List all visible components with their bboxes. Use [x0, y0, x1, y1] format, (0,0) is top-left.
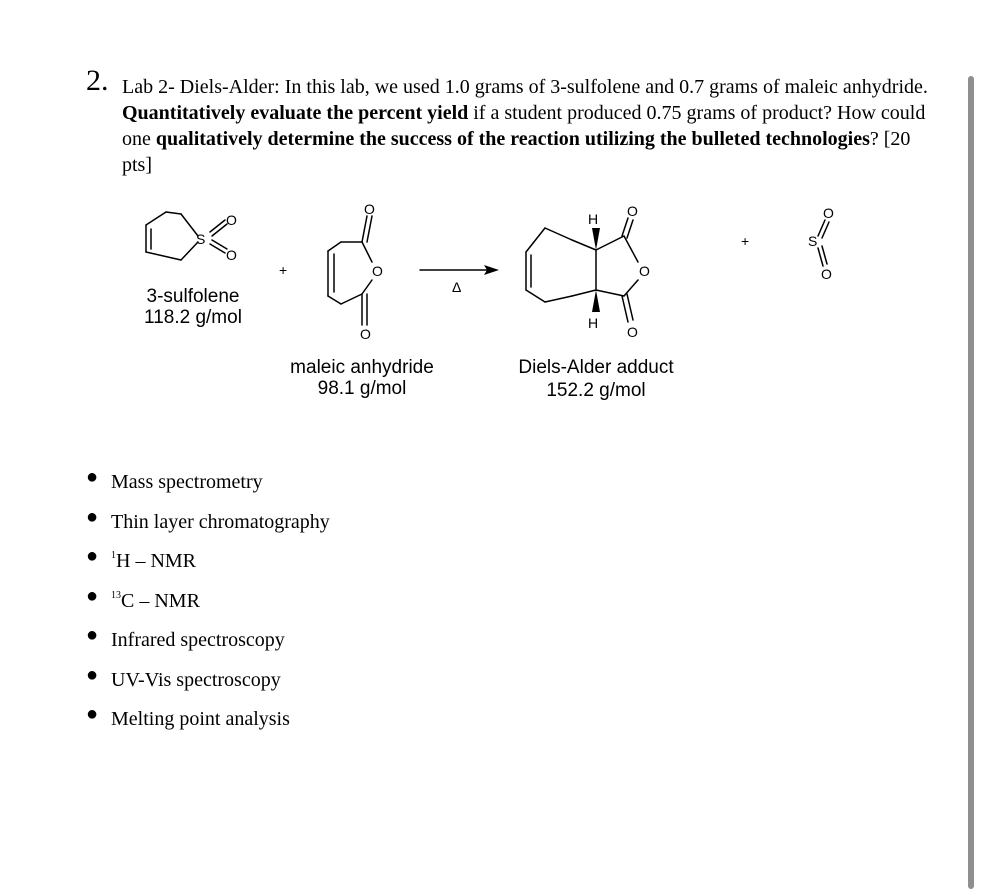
adduct-mw: 152.2 g/mol: [546, 380, 646, 401]
bullet-icon: ●: [86, 703, 99, 725]
list-item: [86, 618, 330, 658]
question-segment-2: Quantitatively evaluate the percent yield: [122, 102, 469, 124]
technique-label: Infrared spectroscopy: [111, 629, 285, 651]
adduct-name: Diels-Alder adduct: [518, 357, 674, 378]
list-item: [86, 658, 330, 698]
sulfolene-o-atom-bottom: O: [226, 247, 237, 263]
adduct-o-atom-ring: O: [639, 263, 650, 279]
question-segment-4: qualitatively determine the success of the reaction utilizing the bulleted technologies: [155, 128, 870, 150]
sulfolene-structure: [146, 212, 227, 260]
question-segment-1: Lab 2- Diels-Alder: In this lab, we used 1.0 grams of 3-sulfolene and 0.7 grams of maleic anhydride.: [122, 76, 928, 98]
bullet-icon: ●: [86, 624, 99, 646]
technique-list: [86, 460, 330, 737]
isotope-prefix: 1: [111, 550, 116, 561]
vertical-scrollbar[interactable]: [968, 76, 974, 889]
maleic-name: maleic anhydride: [290, 357, 434, 378]
adduct-h-atom-top: H: [588, 211, 599, 227]
question-segment-3: if a student produced 0.75 grams of product? How could one: [122, 102, 926, 150]
list-item: [86, 697, 330, 737]
bullet-icon: ●: [86, 663, 99, 686]
sulfur-dioxide-structure: [818, 220, 829, 266]
sulfolene-s-atom: S: [196, 231, 206, 247]
adduct-structure: [526, 218, 638, 322]
so2-s-atom: S: [808, 233, 818, 249]
technique-label: C – NMR: [121, 589, 200, 612]
maleic-o-atom-ring: O: [372, 263, 383, 279]
bullet-icon: ●: [86, 466, 99, 488]
maleic-o-atom-top: O: [364, 201, 375, 217]
list-item: [86, 500, 330, 540]
technique-label: H – NMR: [116, 550, 197, 572]
so2-o-atom-top: O: [823, 205, 834, 221]
question-number: 2.: [86, 64, 109, 97]
list-item: [86, 460, 330, 500]
sulfolene-mw: 118.2 g/mol: [144, 307, 242, 328]
bullet-icon: ●: [86, 505, 99, 528]
list-item: [86, 579, 330, 619]
adduct-h-atom-bottom: H: [588, 315, 599, 331]
isotope-prefix: 13: [111, 589, 121, 601]
bullet-icon: ●: [86, 584, 99, 607]
maleic-anhydride-structure: [328, 216, 372, 325]
maleic-mw: 98.1 g/mol: [317, 378, 407, 399]
list-item: [86, 539, 330, 579]
question-segment-5: ? [20 pts]: [122, 128, 911, 176]
sulfolene-o-atom-top: O: [226, 212, 237, 228]
sulfolene-name: 3-sulfolene: [146, 286, 240, 307]
adduct-o-atom-bottom: O: [627, 324, 638, 340]
technique-label: Thin layer chromatography: [111, 510, 330, 533]
plus-sign-2: +: [741, 233, 750, 249]
adduct-o-atom-top: O: [627, 203, 638, 219]
bullet-icon: ●: [86, 545, 99, 567]
technique-label: Melting point analysis: [111, 708, 290, 730]
technique-label: Mass spectrometry: [111, 471, 263, 493]
technique-label: UV-Vis spectroscopy: [111, 668, 281, 691]
plus-sign-1: +: [279, 262, 288, 278]
so2-o-atom-bottom: O: [821, 266, 832, 282]
maleic-o-atom-bottom: O: [360, 326, 371, 342]
heat-symbol: Δ: [452, 279, 462, 295]
reaction-arrow: [420, 265, 499, 275]
